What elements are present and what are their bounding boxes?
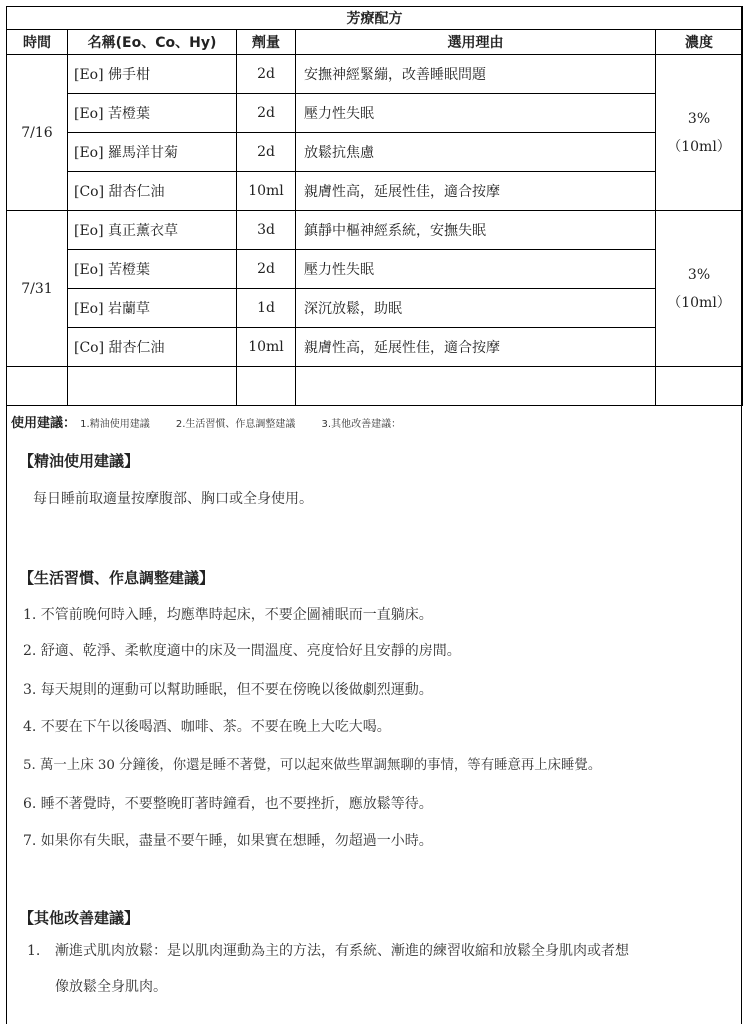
lifestyle-item: 4. 不要在下午以後喝酒、咖啡、茶。不要在晚上大吃大喝。 — [23, 719, 391, 735]
essential-oil-heading: 【精油使用建議】 — [19, 452, 140, 470]
oil-name: [Eo] 真正薰衣草 — [68, 211, 237, 250]
lifestyle-item: 3. 每天規則的運動可以幫助睡眠，但不要在傍晚以後做劇烈運動。 — [23, 682, 433, 698]
oil-dose: 2d — [237, 55, 296, 94]
header-concentration: 濃度 — [656, 30, 743, 55]
oil-name: [Eo] 佛手柑 — [68, 55, 237, 94]
oil-name: [Eo] 苦橙葉 — [68, 94, 237, 133]
header-name: 名稱(Eo、Co、Hy) — [68, 30, 237, 55]
oil-reason: 安撫神經緊繃，改善睡眠問題 — [296, 55, 656, 94]
usage-label: 使用建議： — [11, 416, 77, 431]
table-title: 芳療配方 — [7, 7, 743, 30]
group-concentration — [656, 211, 743, 367]
oil-reason: 壓力性失眠 — [296, 94, 656, 133]
table-row — [7, 328, 743, 367]
oil-reason: 壓力性失眠 — [296, 250, 656, 289]
group-date: 7/31 — [7, 211, 68, 367]
oil-name: [Eo] 岩蘭草 — [68, 289, 237, 328]
other-item-text: 漸進式肌肉放鬆：是以肌肉運動為主的方法，有系統、漸進的練習收縮和放鬆全身肌肉或者想 — [55, 943, 629, 959]
concentration-percent: 3% — [687, 110, 711, 127]
lifestyle-item: 6. 睡不著覺時，不要整晚盯著時鐘看，也不要挫折，應放鬆等待。 — [23, 796, 433, 812]
oil-dose: 2d — [237, 250, 296, 289]
table-row — [7, 250, 743, 289]
oil-name: [Eo] 苦橙葉 — [68, 250, 237, 289]
oil-name: [Co] 甜杏仁油 — [68, 328, 237, 367]
oil-dose: 3d — [237, 211, 296, 250]
essential-oil-text: 每日睡前取適量按摩腹部、胸口或全身使用。 — [33, 491, 313, 507]
oil-reason: 鎮靜中樞神經系統，安撫失眠 — [296, 211, 656, 250]
oil-dose: 2d — [237, 94, 296, 133]
group-concentration — [656, 55, 743, 211]
table-row — [7, 289, 743, 328]
usage-advice-line — [11, 412, 423, 431]
table-row — [7, 55, 743, 94]
other-item — [27, 933, 737, 1005]
table-row — [7, 211, 743, 250]
header-date: 時間 — [7, 30, 68, 55]
oil-dose: 10ml — [237, 172, 296, 211]
concentration-volume: （10ml） — [667, 294, 731, 311]
oil-name: [Co] 甜杏仁油 — [68, 172, 237, 211]
oil-dose: 1d — [237, 289, 296, 328]
lifestyle-item: 2. 舒適、乾淨、柔軟度適中的床及一間溫度、亮度恰好且安靜的房間。 — [23, 643, 461, 659]
usage-option: 2.生活習慣、作息調整建議 — [175, 419, 296, 430]
oil-reason: 深沉放鬆，助眠 — [296, 289, 656, 328]
other-heading: 【其他改善建議】 — [19, 909, 140, 927]
aromatherapy-table — [6, 6, 743, 406]
other-item-text-continued: 像放鬆全身肌肉。 — [55, 979, 167, 995]
usage-option: 3.其他改善建議： — [321, 419, 402, 430]
header-dose: 劑量 — [237, 30, 296, 55]
prescription-page — [6, 6, 742, 1024]
oil-dose: 10ml — [237, 328, 296, 367]
lifestyle-heading: 【生活習慣、作息調整建議】 — [19, 569, 215, 587]
usage-option: 1.精油使用建議 — [80, 419, 150, 430]
oil-reason: 親膚性高，延展性佳，適合按摩 — [296, 172, 656, 211]
table-row-empty — [7, 367, 743, 406]
lifestyle-item: 1. 不管前晚何時入睡，均應準時起床，不要企圖補眠而一直躺床。 — [23, 607, 433, 623]
table-row — [7, 94, 743, 133]
concentration-volume: （10ml） — [667, 138, 731, 155]
group-date: 7/16 — [7, 55, 68, 211]
header-reason: 選用理由 — [296, 30, 656, 55]
lifestyle-item: 5. 萬一上床 30 分鐘後，你還是睡不著覺，可以起來做些單調無聊的事情，等有睡意再上床睡覺。 — [23, 758, 602, 773]
table-row — [7, 172, 743, 211]
oil-name: [Eo] 羅馬洋甘菊 — [68, 133, 237, 172]
concentration-percent: 3% — [687, 266, 711, 283]
lifestyle-item: 7. 如果你有失眠，盡量不要午睡，如果實在想睡，勿超過一小時。 — [23, 833, 433, 849]
table-row — [7, 133, 743, 172]
other-item-number: 1. — [27, 943, 41, 959]
oil-dose: 2d — [237, 133, 296, 172]
oil-reason: 親膚性高，延展性佳，適合按摩 — [296, 328, 656, 367]
oil-reason: 放鬆抗焦慮 — [296, 133, 656, 172]
